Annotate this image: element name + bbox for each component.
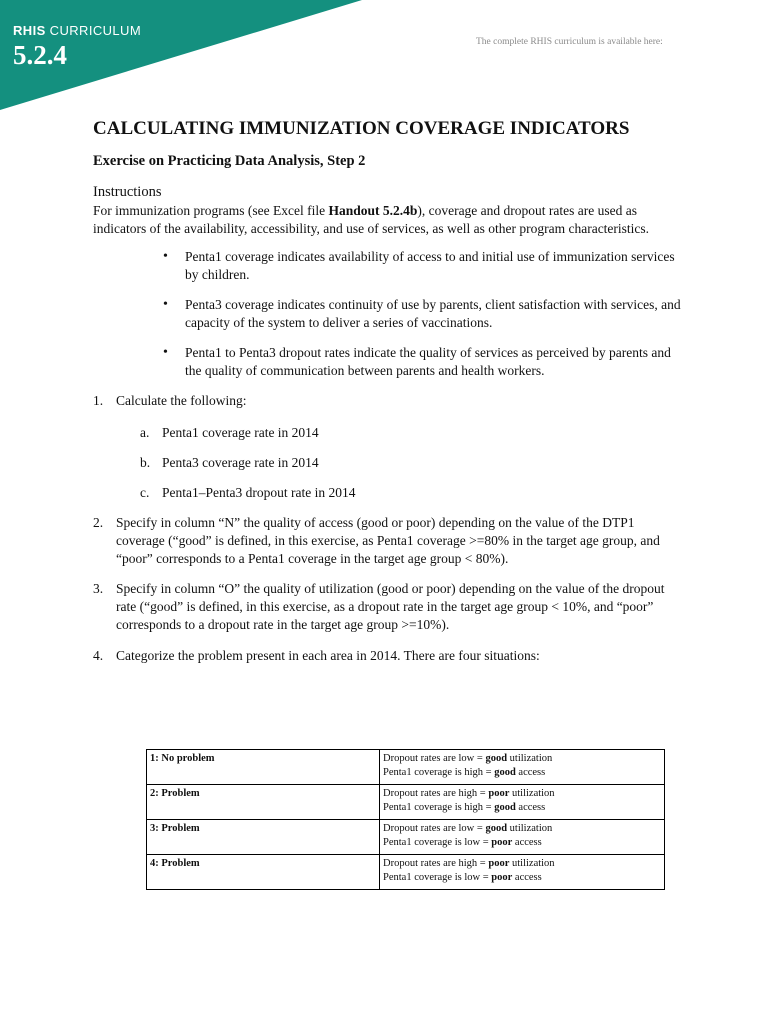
situation-description: Dropout rates are high = poor utilization Penta1 coverage is low = poor access — [380, 855, 665, 890]
document-body — [93, 116, 681, 665]
page-title: CALCULATING IMMUNIZATION COVERAGE INDICATORS — [93, 118, 630, 139]
bullet-penta3-coverage: • Penta3 coverage indicates continuity of use by parents, client satisfaction with services, and capacity of the system to deliver a series of vaccinations. — [163, 296, 681, 332]
step-4: 4. Categorize the problem present in each area in 2014. There are four situations: — [93, 648, 540, 663]
step-2: 2. Specify in column “N” the quality of access (good or poor) depending on the value of the DTP1 coverage (“good” is defined, in this exercise, as Penta1 coverage >=80% in the target age group, and “poor” corresponds to a Penta1 coverage in the target age group < 80%). — [93, 515, 660, 566]
instructions-intro: For immunization programs (see Excel file Handout 5.2.4b), coverage and dropout rates are used as indicators of the availability, accessibility, and use of services, as well as other program characteristics. — [93, 203, 650, 236]
bullet-dropout-rates: • Penta1 to Penta3 dropout rates indicate the quality of services as perceived by parents and the quality of communication between parents and health workers. — [163, 344, 681, 380]
step-1: 1. Calculate the following: — [93, 393, 247, 408]
situation-label: 1: No problem — [147, 750, 380, 785]
table-row — [147, 785, 665, 820]
problem-categories-table — [146, 749, 665, 890]
step-1b: b. Penta3 coverage rate in 2014 — [140, 455, 319, 470]
exercise-subtitle: Exercise on Practicing Data Analysis, Step 2 — [93, 153, 366, 169]
table-row — [147, 855, 665, 890]
situation-description: Dropout rates are high = poor utilization Penta1 coverage is high = good access — [380, 785, 665, 820]
situation-label: 4: Problem — [147, 855, 380, 890]
brand-logo-text: RHIS CURRICULUM — [13, 23, 142, 38]
situation-description: Dropout rates are low = good utilization Penta1 coverage is high = good access — [380, 750, 665, 785]
situation-label: 2: Problem — [147, 785, 380, 820]
step-1-sublist — [93, 424, 681, 502]
bullet-penta1-coverage: • Penta1 coverage indicates availability of access to and initial use of immunization services by children. — [163, 248, 681, 284]
situation-label: 3: Problem — [147, 820, 380, 855]
table-row — [147, 820, 665, 855]
step-1c: c. Penta1–Penta3 dropout rate in 2014 — [140, 485, 356, 500]
situation-description: Dropout rates are low = good utilization Penta1 coverage is low = poor access — [380, 820, 665, 855]
indicator-bullet-list — [93, 248, 681, 380]
availability-note: The complete RHIS curriculum is available here: — [476, 37, 663, 47]
table-row — [147, 750, 665, 785]
section-number: 5.2.4 — [13, 40, 67, 70]
step-3: 3. Specify in column “O” the quality of utilization (good or poor) depending on the value of the dropout rate (“good” is defined, in this exercise, as a dropout rate in the target age group < 10%, and “poor” corresponds to a dropout rate in the target age group >=10%). — [93, 581, 665, 632]
step-1a: a. Penta1 coverage rate in 2014 — [140, 425, 319, 440]
instructions-heading: Instructions — [93, 184, 162, 200]
